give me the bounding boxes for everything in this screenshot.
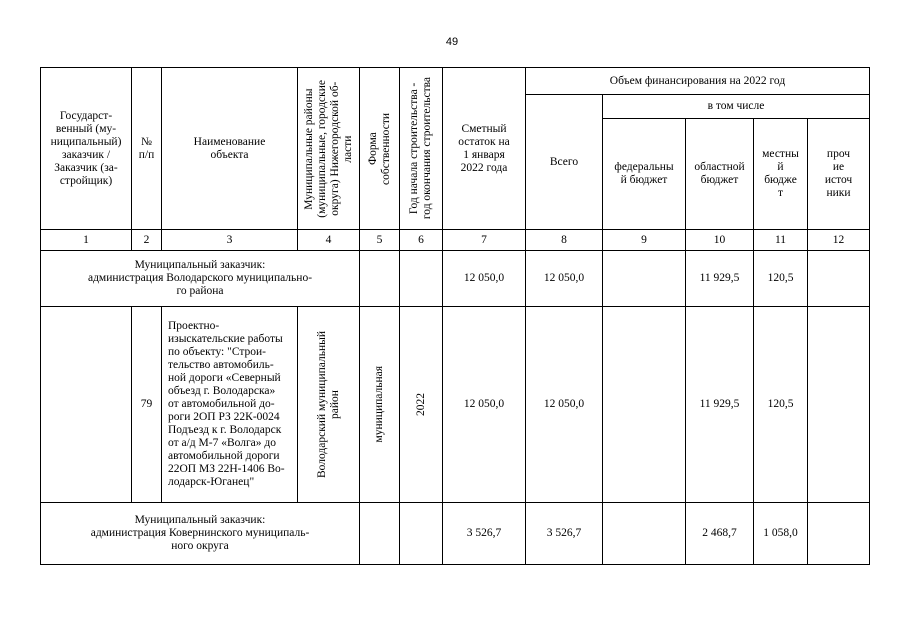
regional-cell: 11 929,5 xyxy=(686,307,754,503)
header-districts xyxy=(298,68,360,230)
regional-cell: 2 468,7 xyxy=(686,503,754,565)
header-districts-text: Муниципальные районы (муниципальные, городские округа) Нижегородской об- ласти xyxy=(302,79,354,218)
header-regional: областной бюджет xyxy=(686,119,754,230)
other-cell xyxy=(808,251,870,307)
object-ownership xyxy=(360,307,400,503)
object-district xyxy=(298,307,360,503)
object-row xyxy=(41,307,870,503)
header-ownership xyxy=(360,68,400,230)
header-ownership-text: Форма собственности xyxy=(366,112,392,185)
col-number: 12 xyxy=(808,230,870,251)
header-including: в том числе xyxy=(603,95,870,119)
header-total: Всего xyxy=(526,95,603,230)
empty-cell xyxy=(400,251,443,307)
col-number: 5 xyxy=(360,230,400,251)
federal-cell xyxy=(603,503,686,565)
other-cell xyxy=(808,307,870,503)
col-number: 11 xyxy=(754,230,808,251)
header-name: Наименование объекта xyxy=(162,68,298,230)
header-customer: Государст- венный (му- ниципальный) заказчик / Заказчик (за- стройщик) xyxy=(41,68,132,230)
federal-cell xyxy=(603,307,686,503)
financing-table xyxy=(40,67,870,565)
header-other: проч ие источ ники xyxy=(808,119,870,230)
empty-cell xyxy=(400,503,443,565)
local-cell: 120,5 xyxy=(754,307,808,503)
page-number: 49 xyxy=(445,36,459,48)
balance-cell: 12 050,0 xyxy=(443,307,526,503)
header-local: местны й бюдже т xyxy=(754,119,808,230)
object-number: 79 xyxy=(132,307,162,503)
empty-cell xyxy=(360,251,400,307)
total-cell: 3 526,7 xyxy=(526,503,603,565)
customer-text: Муниципальный заказчик: администрация Ковернинского муниципаль- ного округа xyxy=(41,503,360,565)
regional-cell: 11 929,5 xyxy=(686,251,754,307)
col-number: 3 xyxy=(162,230,298,251)
header-years xyxy=(400,68,443,230)
header-balance: Сметный остаток на 1 января 2022 года xyxy=(443,68,526,230)
balance-cell: 3 526,7 xyxy=(443,503,526,565)
customer-row xyxy=(41,503,870,565)
local-cell: 120,5 xyxy=(754,251,808,307)
column-numbers-row xyxy=(41,230,870,251)
federal-cell xyxy=(603,251,686,307)
object-years xyxy=(400,307,443,503)
total-cell: 12 050,0 xyxy=(526,251,603,307)
empty-cell xyxy=(360,503,400,565)
total-cell: 12 050,0 xyxy=(526,307,603,503)
header-federal: федеральны й бюджет xyxy=(603,119,686,230)
col-number: 7 xyxy=(443,230,526,251)
customer-text: Муниципальный заказчик: администрация Володарского муниципально- го района xyxy=(41,251,360,307)
object-years-text: 2022 xyxy=(414,393,427,416)
col-number: 6 xyxy=(400,230,443,251)
header-row-1 xyxy=(41,68,870,95)
object-name: Проектно- изыскательские работы по объекту: "Строи- тельство автомобиль- ной дороги «Северный объезд г. Володарска» от автомобильной до- роги 2ОП РЗ 22К-0024 Подъезд к г. Володарск от а/д М-7 «Волга» до автомобильной дороги 22ОП МЗ 22Н-1406 Во- лодарск-Юганец" xyxy=(162,307,298,503)
header-funding-volume: Объем финансирования на 2022 год xyxy=(526,68,870,95)
other-cell xyxy=(808,503,870,565)
col-number: 1 xyxy=(41,230,132,251)
header-num: № п/п xyxy=(132,68,162,230)
customer-row xyxy=(41,251,870,307)
col-number: 2 xyxy=(132,230,162,251)
col-number: 4 xyxy=(298,230,360,251)
col-number: 9 xyxy=(603,230,686,251)
header-years-text: Год начала строительства - год окончания строительства xyxy=(408,77,433,220)
object-ownership-text: муниципальная xyxy=(373,366,385,443)
balance-cell: 12 050,0 xyxy=(443,251,526,307)
local-cell: 1 058,0 xyxy=(754,503,808,565)
empty-cell xyxy=(41,307,132,503)
object-district-text: Володарский муниципальный район xyxy=(315,330,341,479)
col-number: 10 xyxy=(686,230,754,251)
col-number: 8 xyxy=(526,230,603,251)
